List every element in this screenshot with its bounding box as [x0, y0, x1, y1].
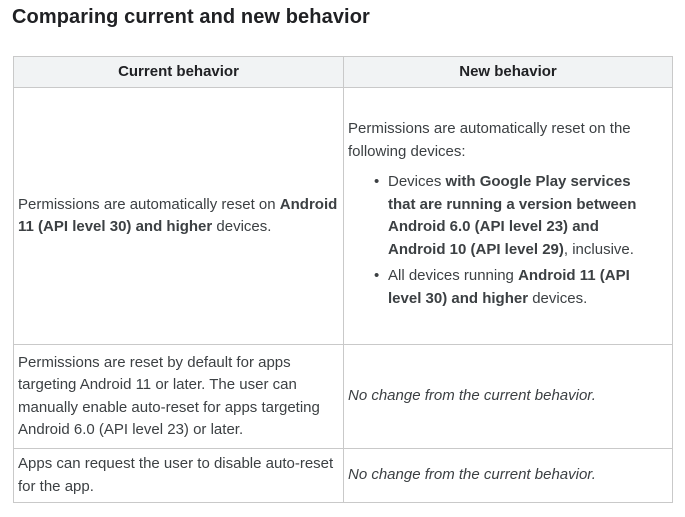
text-segment: Permissions are automatically reset on — [18, 195, 280, 213]
bullet-icon: • — [374, 267, 380, 284]
text-segment: devices. — [212, 218, 272, 235]
page-title: Comparing current and new behavior — [12, 6, 370, 28]
comparison-table — [13, 56, 673, 503]
device-list — [348, 171, 668, 310]
table-header-row — [14, 57, 673, 88]
bold-text-segment: Android 11 (API level 30) and higher — [388, 267, 630, 307]
table-row — [14, 88, 673, 345]
text-segment: devices. — [528, 289, 588, 307]
bold-text-segment: with Google Play services that are running a version between Android 6.0 (API level 23) and Android 10 (API level 29) — [388, 173, 637, 258]
bold-text-segment: Android 11 (API level 30) and higher — [18, 195, 338, 235]
current-behavior-cell: Permissions are reset by default for apps targeting Android 11 or later. The user can manually enable auto-reset for apps targeting Android 6.0 (API level 23) or later. — [14, 345, 344, 449]
table-row — [14, 345, 673, 449]
column-header-current: Current behavior — [14, 57, 344, 88]
list-item — [374, 265, 668, 310]
current-behavior-cell — [14, 88, 344, 345]
list-item — [374, 171, 668, 261]
current-behavior-cell: Apps can request the user to disable auto-reset for the app. — [14, 449, 344, 503]
text-segment: , inclusive. — [563, 240, 634, 258]
text-segment: Devices — [388, 173, 446, 190]
new-behavior-cell: No change from the current behavior. — [344, 449, 673, 503]
column-header-new: New behavior — [344, 57, 673, 88]
table-row — [14, 449, 673, 503]
new-behavior-intro: Permissions are automatically reset on the following devices: — [348, 120, 631, 160]
new-behavior-cell: No change from the current behavior. — [344, 345, 673, 449]
text-segment: All devices running — [388, 267, 519, 284]
bullet-icon: • — [374, 173, 380, 190]
new-behavior-cell — [344, 88, 673, 345]
